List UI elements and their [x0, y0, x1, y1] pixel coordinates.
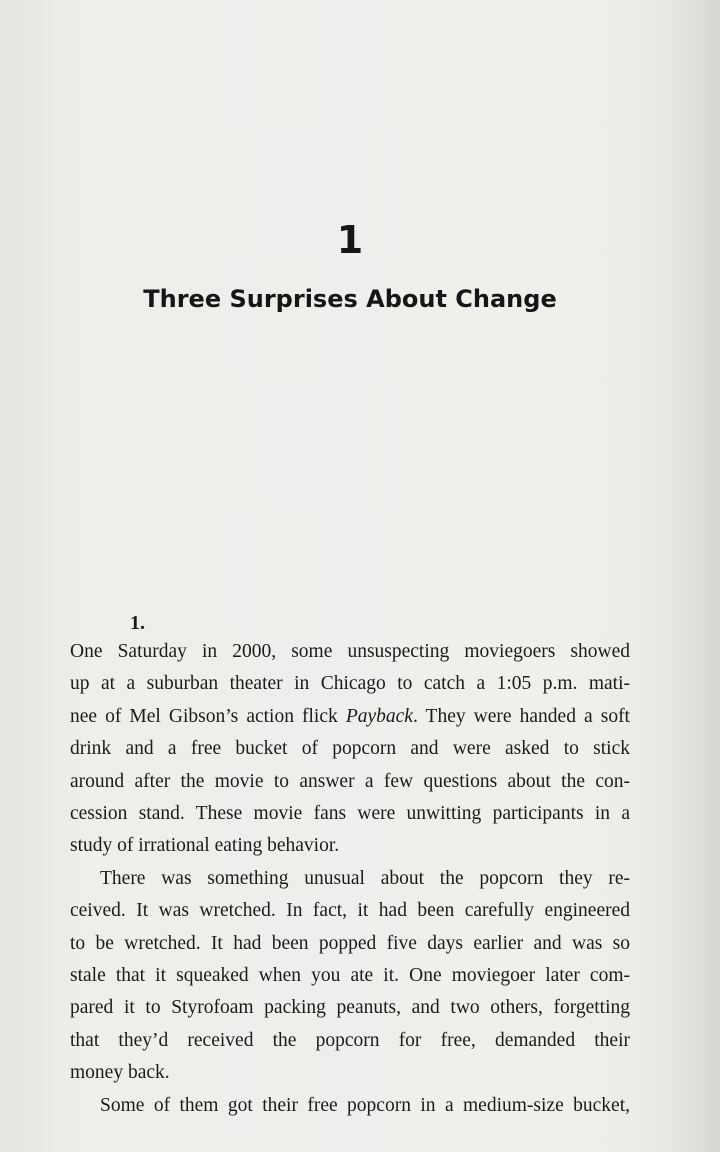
text-line: cession stand. These movie fans were unwitting participants in a [70, 803, 630, 825]
text-run: . They were handed a soft [412, 705, 630, 727]
text-line: stale that it squeaked when you ate it. One moviegoer later com- [70, 965, 630, 987]
text-line: that they’d received the popcorn for free, demanded their [70, 1029, 630, 1051]
text-line: around after the movie to answer a few questions about the con- [70, 770, 630, 792]
paragraph-3 [70, 1090, 630, 1122]
text-line: up at a suburban theater in Chicago to catch a 1:05 p.m. mati- [70, 673, 630, 695]
text-line: There was something unusual about the popcorn they re- [100, 867, 630, 889]
text-line: money back. [70, 1062, 170, 1084]
text-run: nee of Mel Gibson’s action flick [70, 705, 346, 727]
text-line: study of irrational eating behavior. [70, 835, 340, 857]
text-line: drink and a free bucket of popcorn and were asked to stick [70, 738, 630, 760]
text-line: to be wretched. It had been popped five days earlier and was so [70, 932, 630, 954]
page-gutter-shadow [658, 0, 720, 1152]
body-text [70, 636, 630, 1122]
text-line [70, 701, 630, 733]
movie-title: Payback [345, 705, 413, 727]
text-line: Some of them got their free popcorn in a medium-size bucket, [100, 1094, 630, 1116]
chapter-title: Three Surprises About Change [143, 285, 557, 313]
text-line: One Saturday in 2000, some unsuspecting moviegoers showed [70, 641, 630, 662]
section-number: 1. [130, 612, 145, 634]
text-line: ceived. It was wretched. In fact, it had been carefully engineered [70, 900, 630, 922]
paragraph-1 [70, 636, 630, 863]
text-line: pared it to Styrofoam packing peanuts, and two others, forgetting [70, 997, 630, 1019]
chapter-number: 1 [336, 218, 364, 262]
paragraph-2 [70, 863, 630, 1090]
